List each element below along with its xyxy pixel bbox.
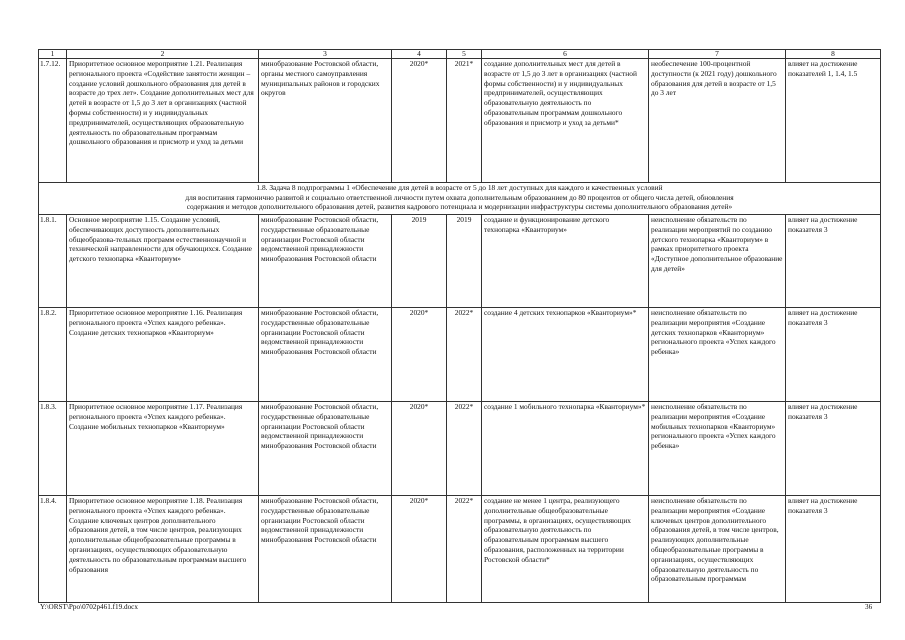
non-implementation-consequence: неисполнение обязательств по реализации мероприятий по созданию детского технопарка «Кванториум» в рамках приоритетного проекта «Доступное дополнительное образование для детей» xyxy=(649,215,786,308)
column-number: 6 xyxy=(482,50,649,59)
start-year: 2020* xyxy=(392,402,447,496)
responsible-executor: минобразование Ростовской области, государственные образовательные организации Ростовской области ведомственной принадлежности минобразования Ростовской области xyxy=(259,496,392,603)
start-year: 2019 xyxy=(392,215,447,308)
responsible-executor: минобразование Ростовской области, государственные образовательные организации Ростовской области ведомственной принадлежности минобразования Ростовской области xyxy=(259,402,392,496)
end-year: 2019 xyxy=(447,215,482,308)
measure-description: Приоритетное основное мероприятие 1.16. Реализация регионального проекта «Успех каждого ребенка». Создание детских технопарков «Кванториум» xyxy=(67,308,259,402)
indicator-link: влияет на достижение показателя 3 xyxy=(786,215,881,308)
end-year: 2022* xyxy=(447,496,482,603)
indicator-link: влияет на достижение показателя 3 xyxy=(786,308,881,402)
expected-result: создание и функционирование детского технопарка «Кванториум» xyxy=(482,215,649,308)
program-table xyxy=(38,49,881,603)
expected-result: создание 4 детских технопарков «Кванториум»* xyxy=(482,308,649,402)
column-number: 8 xyxy=(786,50,881,59)
responsible-executor: минобразование Ростовской области, органы местного самоуправления муниципальных районов и городских округов xyxy=(259,59,392,183)
expected-result: создание дополнительных мест для детей в возрасте от 1,5 до 3 лет в организациях (частной формы собственности) и у индивидуальных предпринимателей, осуществляющих образовательную деятельность по образовательным программам дошкольного образования и присмотр и уход за детьми* xyxy=(482,59,649,183)
table-row-1-8-4 xyxy=(39,496,881,603)
end-year: 2022* xyxy=(447,308,482,402)
file-path-footer: Y:\ORST\Ppo\0702p461.f19.docx xyxy=(40,603,138,611)
column-number-row xyxy=(39,50,881,59)
row-number: 1.8.2. xyxy=(39,308,67,402)
measure-description: Основное мероприятие 1.15. Создание условий, обеспечивающих доступность дополнительных общеобразова-тельных программ естественнонаучной и технической направленности для обучающихся. Создание детского технопарка «Кванториум» xyxy=(67,215,259,308)
non-implementation-consequence: неисполнение обязательств по реализации мероприятия «Создание ключевых центров дополнительного образования детей, в том числе центров, реализующих дополнительные общеобразовательные программы в организациях, осуществляющих образовательную деятельность по образовательным программам xyxy=(649,496,786,603)
end-year: 2021* xyxy=(447,59,482,183)
table-row-1-7-12 xyxy=(39,59,881,183)
row-number: 1.7.12. xyxy=(39,59,67,183)
page-number: 36 xyxy=(865,603,873,611)
column-number: 3 xyxy=(259,50,392,59)
responsible-executor: минобразование Ростовской области, государственные образовательные организации Ростовской области ведомственной принадлежности минобразования Ростовской области xyxy=(259,308,392,402)
expected-result: создание не менее 1 центра, реализующего дополнительные общеобразовательные программы, в организациях, осуществляющих образовательную деятельность по образовательным программам высшего образования, расположенных на территории Ростовской области* xyxy=(482,496,649,603)
indicator-link: влияет на достижение показателя 3 xyxy=(786,496,881,603)
non-implementation-consequence: необеспечение 100-процентной доступности (к 2021 году) дошкольного образования для детей в возрасте от 1,5 до 3 лет xyxy=(649,59,786,183)
measure-description: Приоритетное основное мероприятие 1.21. Реализация регионального проекта «Содействие занятости женщин – создание условий дошкольного образования для детей в возрасте до трех лет». Создание дополнительных мест для детей в возрасте от 1,5 до 3 лет в организациях (частной формы собственности) и у индивидуальных предпринимателей, осуществляющих образовательную деятельность по образовательным программам дошкольного образования и присмотр и уход за детьми xyxy=(67,59,259,183)
start-year: 2020* xyxy=(392,59,447,183)
measure-description: Приоритетное основное мероприятие 1.18. Реализация регионального проекта «Успех каждого ребенка». Создание ключевых центров дополнительного образования детей, в том числе центров, реализующих дополнительные общеобразовательные программы в организациях, осуществляющих образовательную деятельность по образовательным программам высшего образования xyxy=(67,496,259,603)
measure-description: Приоритетное основное мероприятие 1.17. Реализация регионального проекта «Успех каждого ребенка». Создание мобильных технопарков «Кванториум» xyxy=(67,402,259,496)
table-row-1-8-1 xyxy=(39,215,881,308)
column-number: 2 xyxy=(67,50,259,59)
column-number: 5 xyxy=(447,50,482,59)
table-row-1-8-2 xyxy=(39,308,881,402)
row-number: 1.8.4. xyxy=(39,496,67,603)
task-heading-line: 1.8. Задача 8 подпрограммы 1 «Обеспечение для детей в возрасте от 5 до 18 лет доступных для каждого и качественных условий xyxy=(256,183,663,192)
start-year: 2020* xyxy=(392,496,447,603)
start-year: 2020* xyxy=(392,308,447,402)
table-row-1-8-3 xyxy=(39,402,881,496)
column-number: 4 xyxy=(392,50,447,59)
expected-result: создание 1 мобильного технопарка «Кванториум»* xyxy=(482,402,649,496)
task-heading xyxy=(39,183,881,215)
task-heading-line: содержания и методов дополнительного образования детей, развития кадрового потенциала и модернизации инфраструктуры системы дополнительного образования детей» xyxy=(186,202,733,212)
non-implementation-consequence: неисполнение обязательств по реализации мероприятия «Создание мобильных технопарков «Кванториум» регионального проекта «Успех каждого ребенка» xyxy=(649,402,786,496)
column-number: 1 xyxy=(39,50,67,59)
non-implementation-consequence: неисполнение обязательств по реализации мероприятия «Создание детских технопарков «Кванториум» регионального проекта «Успех каждого ребенка» xyxy=(649,308,786,402)
task-heading-line: для воспитания гармонично развитой и социально ответственной личности путем охвата дополнительным образованием до 80 процентов от общего числа детей, обновления xyxy=(185,192,734,202)
indicator-link: влияет на достижение показателя 3 xyxy=(786,402,881,496)
indicator-link: влияет на достижение показателей 1, 1.4, 1.5 xyxy=(786,59,881,183)
row-number: 1.8.3. xyxy=(39,402,67,496)
responsible-executor: минобразование Ростовской области, государственные образовательные организации Ростовской области ведомственной принадлежности минобразования Ростовской области xyxy=(259,215,392,308)
column-number: 7 xyxy=(649,50,786,59)
task-heading-row xyxy=(39,183,881,215)
end-year: 2022* xyxy=(447,402,482,496)
row-number: 1.8.1. xyxy=(39,215,67,308)
